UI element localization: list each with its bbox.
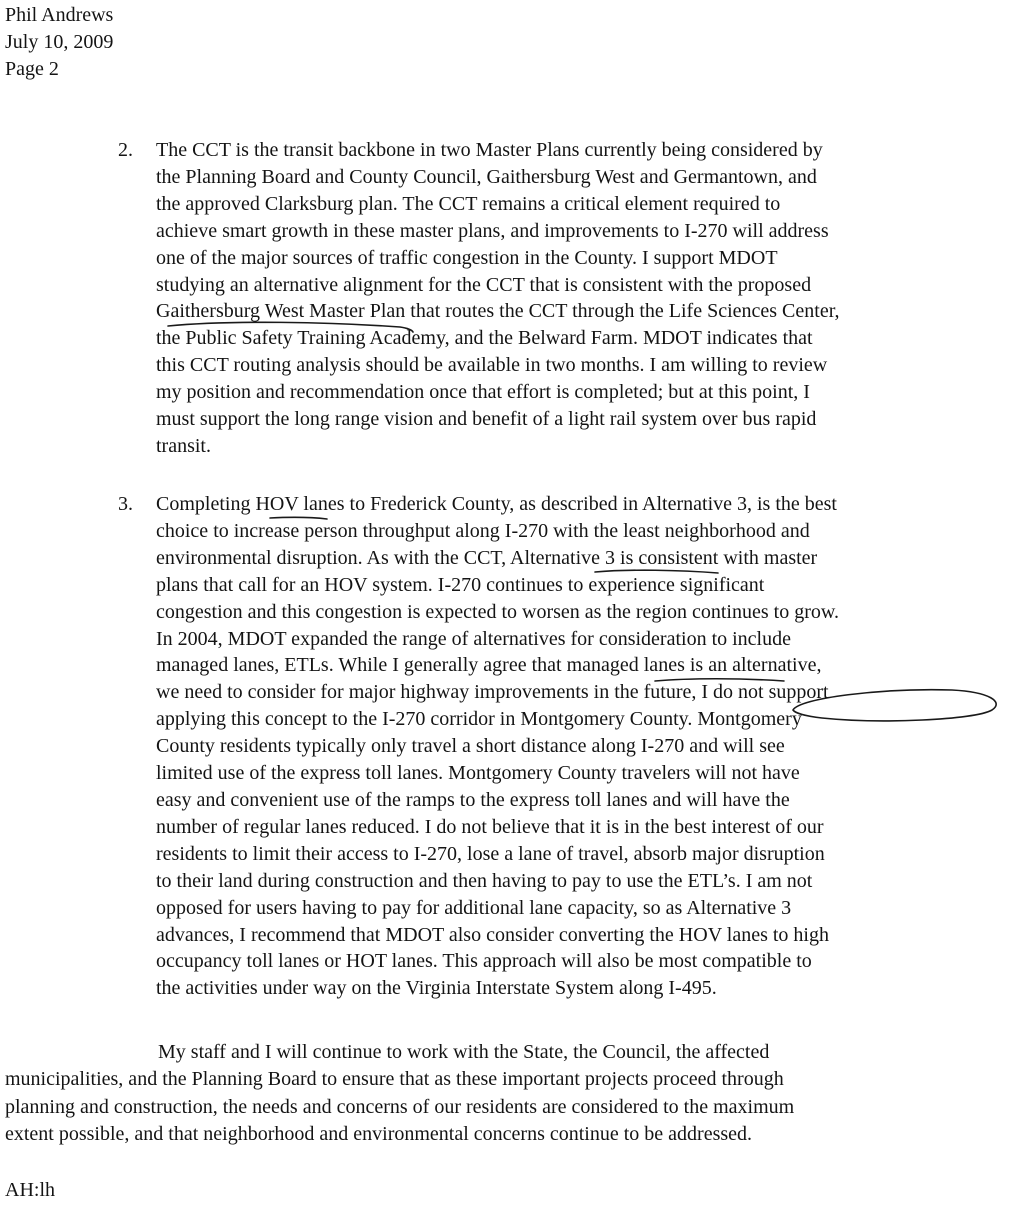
text-line: occupancy toll lanes or HOT lanes. This approach will also be most compatible to [156, 950, 812, 973]
item-number: 3. [118, 493, 133, 515]
text-line: opposed for users having to pay for additional lane capacity, so as Alternative 3 [156, 896, 792, 919]
text-line: the Planning Board and County Council, Gaithersburg West and Germantown, and [156, 165, 817, 188]
text-line: extent possible, and that neighborhood and environmental concerns continue to be addressed. [5, 1123, 753, 1146]
text-line: easy and convenient use of the ramps to the express toll lanes and will have the [156, 788, 790, 811]
item-number: 2. [118, 139, 133, 161]
text-line: achieve smart growth in these master plans, and improvements to I-270 will address [156, 219, 829, 242]
text-line: the Public Safety Training Academy, and the Belward Farm. MDOT indicates that [156, 327, 813, 350]
text-line: Completing HOV lanes to Frederick County, as described in Alternative 3, is the best [156, 493, 837, 515]
text-line: environmental disruption. As with the CCT, Alternative 3 is consistent with master [156, 546, 818, 569]
letter-date: July 10, 2009 [5, 31, 114, 53]
text-line: limited use of the express toll lanes. Montgomery County travelers will not have [156, 762, 800, 785]
text-line: one of the major sources of traffic congestion in the County. I support MDOT [156, 246, 778, 269]
text-line: advances, I recommend that MDOT also consider converting the HOV lanes to high [156, 923, 829, 946]
text-line: must support the long range vision and benefit of a light rail system over bus rapid [156, 408, 817, 431]
text-line: residents to limit their access to I-270, lose a lane of travel, absorb major disruption [156, 842, 825, 865]
text-line: In 2004, MDOT expanded the range of alternatives for consideration to include [156, 627, 791, 650]
typist-initials: AH:lh [5, 1179, 55, 1201]
text-line: County residents typically only travel a short distance along I-270 and will see [156, 735, 785, 758]
text-line: choice to increase person throughput along I-270 with the least neighborhood and [156, 519, 810, 542]
text-line: The CCT is the transit backbone in two Master Plans currently being considered by [156, 139, 823, 161]
recipient-name: Phil Andrews [5, 4, 114, 26]
text-line: the activities under way on the Virginia Interstate System along I-495. [156, 977, 717, 1000]
text-line: to their land during construction and then having to pay to use the ETL’s. I am not [156, 869, 813, 892]
text-line: congestion and this congestion is expected to worsen as the region continues to grow. [156, 600, 839, 623]
text-line: studying an alternative alignment for the CCT that is consistent with the proposed [156, 273, 812, 296]
text-line: this CCT routing analysis should be available in two months. I am willing to review [156, 354, 828, 377]
text-line: number of regular lanes reduced. I do not believe that it is in the best interest of our [156, 815, 824, 838]
page-number: Page 2 [5, 58, 59, 80]
text-line: Gaithersburg West Master Plan that routes the CCT through the Life Sciences Center, [156, 300, 840, 323]
text-line: we need to consider for major highway improvements in the future, I do not support [156, 681, 829, 704]
text-line: managed lanes, ETLs. While I generally agree that managed lanes is an alternative, [156, 654, 822, 677]
item-text [156, 137, 998, 460]
text-line: transit. [156, 434, 211, 457]
text-line: My staff and I will continue to work with the State, the Council, the affected [158, 1041, 770, 1063]
text-line: the approved Clarksburg plan. The CCT remains a critical element required to [156, 192, 781, 215]
text-line: applying this concept to the I-270 corridor in Montgomery County. Montgomery [156, 708, 802, 731]
item-text [156, 491, 998, 1002]
text-line: plans that call for an HOV system. I-270 continues to experience significant [156, 573, 765, 596]
text-line: planning and construction, the needs and concerns of our residents are considered to the maximum [5, 1095, 795, 1118]
closing-paragraph [5, 1039, 995, 1149]
text-line: municipalities, and the Planning Board to ensure that as these important projects proceed through [5, 1068, 784, 1091]
text-line: my position and recommendation once that effort is completed; but at this point, I [156, 381, 810, 404]
